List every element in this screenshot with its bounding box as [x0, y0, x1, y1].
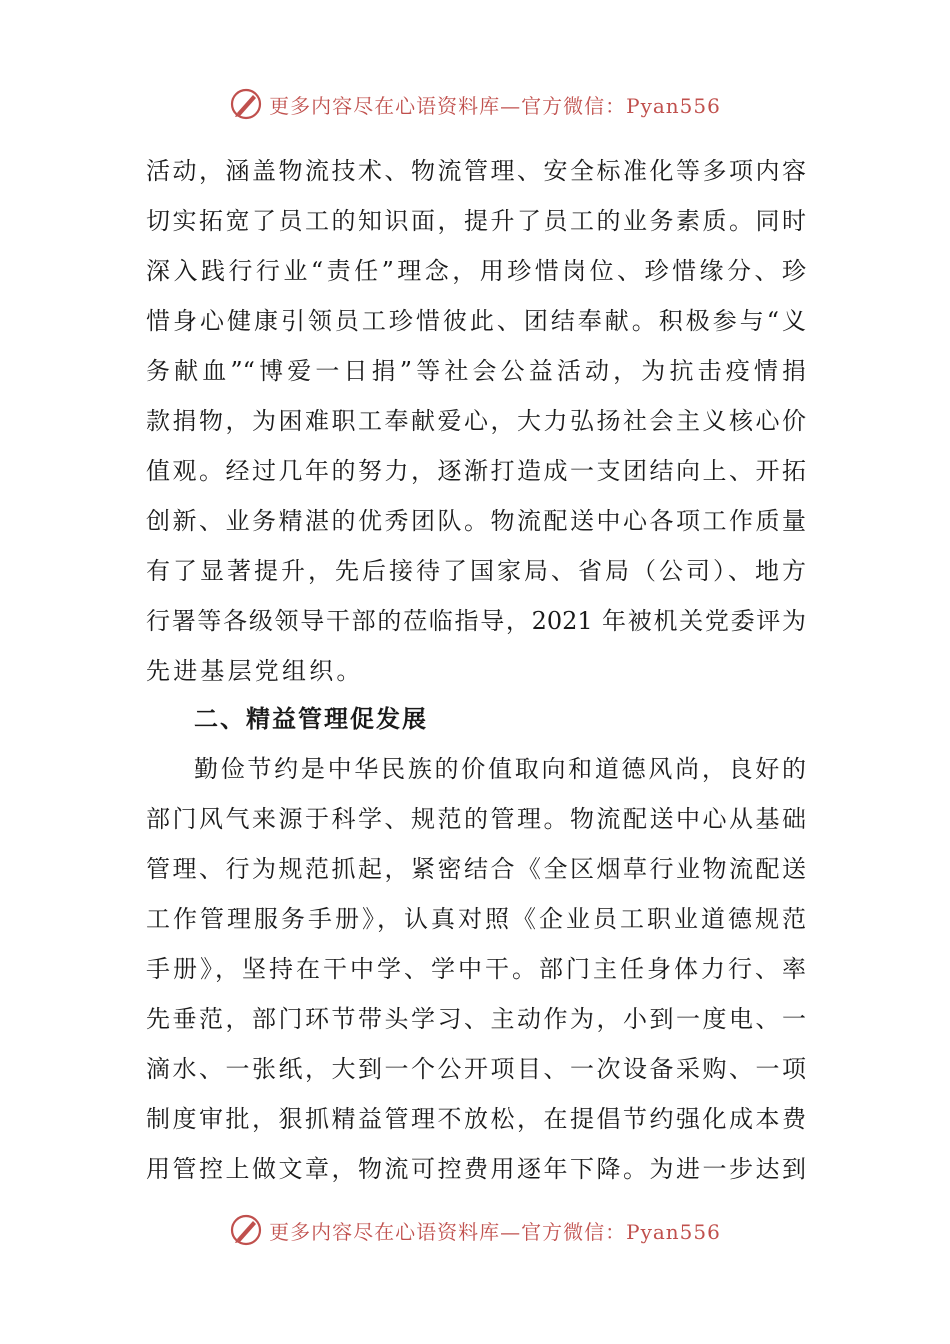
- text-line: 切实拓宽了员工的知识面，提升了员工的业务素质。同时: [146, 207, 806, 235]
- text-line: 值观。经过几年的努力，逐渐打造成一支团结向上、开拓: [146, 457, 806, 485]
- pen-logo-icon: [229, 1213, 263, 1247]
- text-line: 工作管理服务手册》，认真对照《企业员工职业道德规范: [146, 905, 806, 933]
- text-line: 管理、行为规范抓起，紧密结合《全区烟草行业物流配送: [146, 855, 806, 883]
- text-line: 款捐物，为困难职工奉献爱心，大力弘扬社会主义核心价: [146, 407, 806, 435]
- watermark-banner-bottom: [0, 1210, 950, 1250]
- text-line: 行署等各级领导干部的莅临指导，2021 年被机关党委评为: [146, 607, 806, 635]
- text-line: 手册》，坚持在干中学、学中干。部门主任身体力行、率: [146, 955, 806, 983]
- watermark-text: 更多内容尽在心语资料库—官方微信：Pyan556: [269, 93, 721, 118]
- text-line: 活动，涵盖物流技术、物流管理、安全标准化等多项内容: [146, 157, 806, 185]
- text-line: 滴水、一张纸，大到一个公开项目、一次设备采购、一项: [146, 1055, 806, 1083]
- text-line: 制度审批，狠抓精益管理不放松，在提倡节约强化成本费: [146, 1105, 806, 1133]
- text-line: 用管控上做文章，物流可控费用逐年下降。为进一步达到: [146, 1155, 806, 1183]
- text-line: 有了显著提升，先后接待了国家局、省局（公司）、地方: [146, 557, 806, 585]
- watermark-text: 更多内容尽在心语资料库—官方微信：Pyan556: [269, 1219, 721, 1244]
- text-line: 务献血”“博爱一日捐”等社会公益活动，为抗击疫情捐: [146, 357, 806, 385]
- text-line: 惜身心健康引领员工珍惜彼此、团结奉献。积极参与“义: [146, 307, 806, 335]
- text-line: 部门风气来源于科学、规范的管理。物流配送中心从基础: [146, 805, 806, 833]
- text-line: 先垂范，部门环节带头学习、主动作为，小到一度电、一: [146, 1005, 806, 1033]
- section-heading: 二、精益管理促发展: [194, 705, 428, 733]
- watermark-banner-top: [0, 84, 950, 124]
- text-line: 先进基层党组织。: [146, 657, 364, 685]
- text-line: 创新、业务精湛的优秀团队。物流配送中心各项工作质量: [146, 507, 806, 535]
- text-line: 勤俭节约是中华民族的价值取向和道德风尚，良好的: [194, 755, 806, 783]
- pen-logo-icon: [229, 87, 263, 121]
- text-line: 深入践行行业“责任”理念，用珍惜岗位、珍惜缘分、珍: [146, 257, 806, 285]
